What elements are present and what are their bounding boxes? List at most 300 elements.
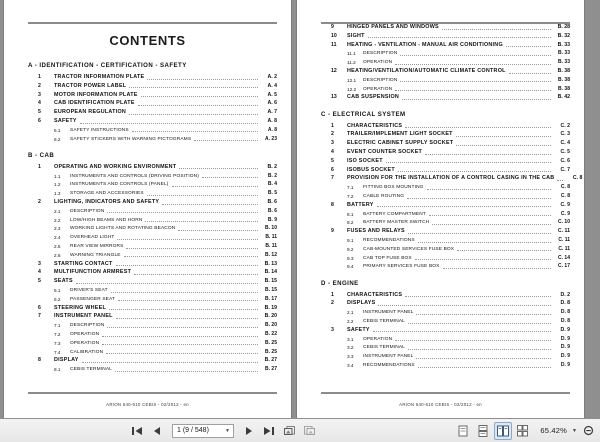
- toc-entry[interactable]: [321, 77, 570, 84]
- toc-entry[interactable]: [28, 118, 277, 125]
- toc-section-heading: B - CAB: [28, 151, 55, 159]
- toc-entry-page: C. 2: [560, 122, 570, 129]
- toc-leader-dots: [102, 333, 258, 337]
- toc-entry[interactable]: [321, 292, 570, 299]
- toc-entry-title: OPERATION: [70, 340, 100, 346]
- toc-leader-dots: [162, 201, 258, 205]
- toc-entry-page: B. 25: [265, 339, 277, 346]
- toc-entry-number: 6: [38, 304, 41, 311]
- toc-entry-title: ISOBUS SOCKET: [347, 166, 395, 173]
- chevron-down-icon-zoom[interactable]: ▼: [572, 427, 577, 434]
- toc-entry-page: C. 11: [558, 245, 570, 252]
- toc-entry[interactable]: [321, 175, 583, 182]
- toc-leader-dots: [111, 289, 258, 293]
- toc-entry-title: MOTOR INFORMATION PLATE: [54, 91, 138, 98]
- toc-entry[interactable]: [28, 340, 277, 347]
- toc-entry-number: 2: [331, 131, 334, 138]
- toc-entry-page: D. 9: [560, 361, 570, 368]
- toc-entry-title: CHARACTERISTICS: [347, 122, 403, 129]
- toc-leader-dots: [398, 168, 551, 172]
- toc-entry-page: B. 11: [265, 234, 277, 241]
- toc-leader-dots: [106, 350, 258, 354]
- toc-section-heading: C - ELECTRICAL SYSTEM: [321, 110, 406, 118]
- toc-entry[interactable]: [28, 74, 277, 81]
- toc-leader-dots: [116, 262, 258, 266]
- toc-leader-dots: [432, 221, 551, 225]
- toc-entry-title: EUROPEAN REGULATION: [54, 109, 127, 116]
- toc-leader-dots: [115, 368, 258, 372]
- toc-leader-dots: [82, 359, 258, 363]
- toc-entry-title: CEBIS TERMINAL: [363, 318, 405, 324]
- toc-entry-number: 5: [38, 278, 41, 285]
- toc-entry[interactable]: [321, 149, 570, 156]
- toc-entry-number: 10: [331, 32, 337, 39]
- toc-entry-title: OPERATION: [363, 60, 393, 66]
- continuous-scroll-view-button[interactable]: [474, 422, 492, 440]
- toc-entry-page: C. 6: [560, 157, 570, 164]
- toc-entry[interactable]: [28, 217, 277, 224]
- toc-entry-number: 12: [331, 67, 337, 74]
- toc-entry-page: A. 23: [265, 135, 277, 142]
- toc-entry[interactable]: [321, 24, 570, 31]
- toc-entry-number: 12.2: [347, 86, 357, 92]
- toc-entry[interactable]: [321, 50, 570, 57]
- toc-entry-number: 1: [38, 74, 41, 80]
- toc-entry-number: 9: [331, 228, 334, 235]
- page-footer-right: ARION 640-610 CEBIS - 02/2012 - en: [399, 402, 482, 407]
- toc-entry-title: CAB TOP FUSE BOX: [363, 255, 412, 261]
- toc-entry[interactable]: [321, 336, 570, 343]
- toc-entry-number: 4: [38, 100, 41, 107]
- toc-entry[interactable]: [28, 287, 277, 294]
- toc-leader-dots: [456, 133, 551, 137]
- toc-entry[interactable]: [321, 327, 570, 334]
- toc-entry-number: 5.2: [54, 296, 61, 302]
- toc-entry[interactable]: [28, 164, 277, 171]
- toc-entry-page: D. 8: [560, 300, 570, 307]
- toc-entry-page: B. 38: [558, 85, 570, 92]
- two-page-scroll-view-button[interactable]: [514, 422, 532, 440]
- toc-entry-page: B. 19: [264, 304, 277, 311]
- toc-leader-dots: [506, 43, 551, 47]
- zoom-out-button[interactable]: [580, 422, 598, 440]
- toc-leader-dots: [408, 230, 551, 234]
- header-rule-left: [28, 22, 277, 24]
- toc-leader-dots: [405, 293, 551, 297]
- toc-entry[interactable]: [321, 68, 570, 75]
- toc-entry[interactable]: [28, 261, 277, 268]
- toc-entry-number: 7.1: [347, 185, 354, 191]
- toc-entry-title: INSTRUMENTS AND CONTROLS (PANEL): [70, 182, 169, 188]
- toc-entry[interactable]: [321, 140, 570, 147]
- toc-entry[interactable]: [28, 83, 277, 90]
- toc-entry-title: DESCRIPTION: [363, 77, 398, 83]
- toc-entry[interactable]: [321, 318, 570, 325]
- toc-entry-number: 11.1: [347, 51, 356, 57]
- toc-leader-dots: [425, 151, 551, 155]
- toc-leader-dots: [415, 256, 551, 260]
- toc-entry-number: 7: [331, 175, 334, 182]
- toc-leader-dots: [405, 124, 551, 128]
- toc-entry-page: A. 8: [267, 126, 277, 133]
- toc-entry-number: 8.2: [347, 220, 354, 226]
- toc-entry-number: 12.1: [347, 77, 357, 83]
- toc-entry-page: C. 5: [560, 148, 570, 155]
- toc-entry[interactable]: [28, 234, 277, 241]
- toc-entry-number: 8.1: [54, 367, 61, 373]
- toc-entry-number: 2.6: [54, 252, 61, 258]
- toc-leader-dots: [202, 174, 258, 178]
- toc-entry-number: 4: [331, 148, 334, 155]
- toc-entry-page: B. 9: [267, 216, 277, 223]
- toc-entry-number: 3: [331, 326, 334, 333]
- toc-leader-dots: [442, 26, 551, 30]
- toc-entry-title: STARTING CONTACT: [54, 260, 113, 267]
- toc-entry[interactable]: [28, 127, 277, 134]
- toc-entry[interactable]: [321, 59, 570, 66]
- toc-leader-dots: [172, 183, 258, 187]
- toc-entry[interactable]: [28, 100, 277, 107]
- toc-leader-dots: [427, 186, 551, 190]
- toc-leader-dots: [418, 364, 551, 368]
- toc-entry-number: 3.4: [347, 362, 354, 368]
- toc-entry-page: B. 20: [264, 313, 277, 320]
- toc-entry-page: C. 9: [560, 210, 570, 217]
- toc-entry-page: D. 9: [560, 326, 570, 333]
- toc-entry-title: SAFETY: [347, 326, 370, 333]
- toc-entry-page: C. 11: [557, 228, 570, 235]
- toc-entry-number: 7.4: [54, 349, 61, 355]
- toc-entry-title: CAB-MOUNTED SERVICES FUSE BOX: [363, 246, 455, 252]
- toc-entry-number: 6: [38, 117, 41, 124]
- toc-leader-dots: [138, 102, 258, 106]
- toc-entry[interactable]: [28, 357, 277, 364]
- footer-rule-left: [28, 392, 277, 394]
- toc-entry-number: 13: [331, 94, 337, 101]
- toc-section-heading: A - IDENTIFICATION - CERTIFICATION - SAFETY: [28, 62, 187, 69]
- toc-leader-dots: [134, 271, 258, 275]
- toc-entry-title: INSTRUMENT PANEL: [363, 310, 414, 316]
- toc-entry-title: CEBIS TERMINAL: [70, 367, 112, 373]
- toc-entry-page: C. 17: [558, 263, 570, 270]
- toc-leader-dots: [443, 265, 551, 269]
- toc-entry-page: B. 38: [557, 67, 570, 74]
- toc-entry[interactable]: [321, 362, 570, 369]
- toc-entry-page: B. 13: [264, 260, 277, 267]
- toc-entry-title: WORKING LIGHTS AND ROTATING BEACON: [70, 226, 176, 232]
- toc-entry-title: SAFETY INSTRUCTIONS: [70, 127, 129, 133]
- toc-entry-page: C. 8: [560, 184, 570, 191]
- toc-leader-dots: [557, 177, 563, 181]
- toc-entry[interactable]: [321, 202, 570, 209]
- toc-leader-dots: [395, 337, 551, 341]
- toc-leader-dots: [129, 84, 258, 88]
- toc-entry-title: BATTERY: [347, 201, 374, 208]
- toc-leader-dots: [194, 137, 258, 141]
- toc-entry-number: 7.2: [54, 331, 61, 337]
- toc-entry[interactable]: [321, 255, 570, 262]
- toc-entry[interactable]: [28, 349, 277, 356]
- toc-entry[interactable]: [321, 228, 570, 235]
- toc-entry[interactable]: [321, 300, 570, 307]
- footer-rule-right: [321, 392, 570, 394]
- toc-entry-number: 2.3: [54, 226, 61, 232]
- toc-entry-title: STORAGE AND ACCESSORIES: [70, 191, 144, 197]
- toc-entry[interactable]: [28, 199, 277, 206]
- toc-entry-title: STEERING WHEEL: [54, 304, 107, 311]
- toc-leader-dots: [416, 355, 551, 359]
- toc-entry-title: OPERATION: [70, 331, 100, 337]
- toc-entry[interactable]: [28, 181, 277, 188]
- page-footer-left: ARION 640-610 CEBIS - 02/2012 - en: [106, 402, 189, 407]
- toc-entry-number: 1: [331, 291, 334, 298]
- toc-entry-number: 5.1: [54, 287, 61, 293]
- toc-entry-number: 3.3: [347, 354, 354, 360]
- toc-entry-title: PASSENGER SEAT: [70, 296, 116, 302]
- toc-entry-title: DESCRIPTION: [70, 208, 105, 214]
- toc-entry[interactable]: [28, 190, 277, 197]
- toc-entry-page: C. 4: [560, 140, 570, 147]
- toc-entry-number: 2: [38, 198, 41, 205]
- toc-leader-dots: [368, 34, 551, 38]
- toc-entry-number: 5: [38, 109, 41, 116]
- toc-entry-page: B. 14: [264, 269, 277, 276]
- toc-leader-dots: [418, 239, 551, 243]
- toc-entry-number: 3: [38, 91, 41, 98]
- toc-entry-page: B. 6: [267, 207, 277, 214]
- toc-entry[interactable]: [28, 313, 277, 320]
- toc-entry-page: B. 33: [557, 41, 570, 48]
- toc-entry[interactable]: [28, 136, 277, 143]
- toc-entry[interactable]: [28, 366, 277, 373]
- toc-entry[interactable]: [321, 193, 570, 200]
- toc-entry-title: CHARACTERISTICS: [347, 291, 403, 298]
- toc-entry-number: 7.3: [54, 340, 61, 346]
- toc-entry-title: SEATS: [54, 278, 73, 285]
- toc-leader-dots: [408, 320, 551, 324]
- two-page-view-button[interactable]: [494, 422, 512, 440]
- toc-entry-page: D. 9: [560, 335, 570, 342]
- next-view-button[interactable]: [300, 422, 318, 440]
- toc-entry[interactable]: [321, 219, 570, 226]
- toc-entry[interactable]: [28, 208, 277, 215]
- toc-entry-number: 3: [331, 140, 334, 147]
- toc-entry-page: C. 8: [560, 192, 570, 199]
- toc-entry[interactable]: [321, 94, 570, 101]
- toc-entry[interactable]: [321, 353, 570, 360]
- toc-entry[interactable]: [321, 42, 570, 49]
- toc-leader-dots: [141, 93, 258, 97]
- toc-entry[interactable]: [321, 263, 570, 270]
- toc-entry-page: B. 17: [265, 295, 277, 302]
- toc-entry-number: 11.2: [347, 60, 356, 66]
- toc-entry-page: B. 2: [267, 172, 277, 179]
- toc-entry-title: RECOMMENDATIONS: [363, 237, 415, 243]
- toc-entry-number: 2.5: [54, 243, 61, 249]
- toc-entry[interactable]: [321, 246, 570, 253]
- toc-entry[interactable]: [321, 309, 570, 316]
- toc-entry-number: 1: [331, 122, 334, 129]
- document-page-right[interactable]: [297, 0, 584, 418]
- toc-entry[interactable]: [28, 225, 277, 232]
- single-page-view-button[interactable]: [454, 422, 472, 440]
- toc-leader-dots: [109, 306, 258, 310]
- toc-entry-number: 2: [38, 82, 41, 89]
- toc-entry[interactable]: [321, 344, 570, 351]
- toc-leader-dots: [456, 142, 551, 146]
- toc-entry[interactable]: [28, 269, 277, 276]
- toc-entry-title: HEATING - VENTILATION - MANUAL AIR CONDITIONING: [347, 41, 503, 48]
- toc-entry-page: A. 5: [267, 91, 277, 98]
- toc-entry-title: PRIMARY SERVICES FUSE BOX: [363, 264, 440, 270]
- toc-entry-number: 1.3: [54, 191, 61, 197]
- toc-entry-title: HEATING/VENTILATION/AUTOMATIC CLIMATE CONTROL: [347, 67, 506, 74]
- toc-entry-number: 2.4: [54, 235, 61, 241]
- toc-entry[interactable]: [321, 158, 570, 165]
- toc-entry-page: B. 27: [264, 357, 277, 364]
- toc-entry[interactable]: [321, 167, 570, 174]
- toc-leader-dots: [129, 111, 258, 115]
- page-number-input[interactable]: [172, 424, 234, 438]
- toc-entry-page: D. 2: [560, 291, 570, 298]
- toc-entry-page: B. 15: [265, 286, 277, 293]
- toc-leader-dots: [377, 203, 551, 207]
- chevron-down-icon[interactable]: ▼: [225, 427, 230, 434]
- toc-entry[interactable]: [28, 331, 277, 338]
- toc-entry-page: A. 7: [267, 109, 277, 116]
- toc-entry-title: SAFETY STICKERS WITH WARNING PICTOGRAMS: [70, 136, 192, 142]
- toc-entry-title: OPERATION: [363, 86, 393, 92]
- toc-entry-number: 6: [331, 166, 334, 173]
- toc-entry-number: 8: [331, 201, 334, 208]
- toc-leader-dots: [76, 280, 258, 284]
- toc-entry-title: OPERATION: [363, 336, 393, 342]
- toc-entry[interactable]: [321, 86, 570, 93]
- toc-entry-title: LOW/HIGH BEAMS AND HORN: [70, 217, 143, 223]
- toc-entry-number: 6.2: [54, 136, 61, 142]
- toc-entry-title: CAB IDENTIFICATION PLATE: [54, 100, 135, 107]
- page-title: CONTENTS: [109, 33, 186, 48]
- toc-entry-title: DESCRIPTION: [363, 51, 398, 57]
- toc-entry[interactable]: [28, 252, 277, 259]
- toc-entry-title: DRIVER'S SEAT: [70, 287, 108, 293]
- toc-entry[interactable]: [321, 237, 570, 244]
- toc-entry-title: FITTING BOX MOUNTING: [363, 185, 424, 191]
- document-page-left[interactable]: [4, 0, 291, 418]
- toc-entry-number: 2.1: [54, 208, 61, 214]
- toc-entry-title: OPERATING AND WORKING ENVIRONMENT: [54, 163, 177, 170]
- toc-entry-title: CEBIS TERMINAL: [363, 345, 405, 351]
- toc-entry-page: C. 7: [560, 166, 570, 173]
- toc-leader-dots: [118, 297, 258, 301]
- viewer-toolbar: [0, 418, 600, 442]
- toc-leader-dots: [400, 52, 551, 56]
- toc-entry-number: 1.2: [54, 182, 61, 188]
- toc-leader-dots: [457, 247, 551, 251]
- toc-entry[interactable]: [28, 296, 277, 303]
- toc-entry-page: B. 42: [557, 94, 570, 101]
- toc-entry[interactable]: [28, 278, 277, 285]
- zoom-level-value: 65.42%: [540, 426, 568, 435]
- toc-entry-title: TRACTOR INFORMATION PLATE: [54, 74, 145, 80]
- toc-entry-page: B. 38: [558, 76, 570, 83]
- toc-entry[interactable]: [28, 173, 277, 180]
- toc-leader-dots: [124, 253, 258, 257]
- toc-entry-title: REAR VIEW MIRRORS: [70, 243, 124, 249]
- toc-entry[interactable]: [321, 33, 570, 40]
- toc-entry-number: 2.2: [347, 318, 354, 324]
- toc-entry-page: B. 11: [265, 242, 277, 249]
- toc-section-heading: D - ENGINE: [321, 279, 359, 287]
- toc-entry-number: 7: [38, 313, 41, 320]
- toc-entry-page: B. 32: [557, 32, 570, 39]
- toc-entry[interactable]: [28, 243, 277, 250]
- toc-leader-dots: [378, 302, 551, 306]
- first-page-button[interactable]: [128, 422, 146, 440]
- toc-right: [321, 24, 583, 371]
- toc-entry-number: 3: [38, 260, 41, 267]
- toc-entry[interactable]: [321, 123, 570, 130]
- toc-entry-page: D. 9: [560, 344, 570, 351]
- toc-entry-title: CALIBRATION: [70, 349, 104, 355]
- toc-entry-page: C. 10: [558, 219, 570, 226]
- toc-leader-dots: [147, 192, 258, 196]
- toc-entry[interactable]: [321, 184, 570, 191]
- toc-entry-number: 1.1: [54, 173, 61, 179]
- toc-entry-page: A. 6: [267, 100, 277, 107]
- toc-entry[interactable]: [321, 131, 570, 138]
- toc-leader-dots: [145, 218, 258, 222]
- toc-entry-page: A. 4: [267, 82, 277, 89]
- toc-entry[interactable]: [28, 305, 277, 312]
- toc-entry-number: 2: [331, 300, 334, 307]
- toc-leader-dots: [117, 236, 258, 240]
- toc-entry-title: BATTERY MASTER SWITCH: [363, 220, 430, 226]
- toc-entry-number: 11: [331, 41, 337, 48]
- toc-entry-number: 8.1: [347, 211, 354, 217]
- toc-entry-number: 9.1: [347, 237, 354, 243]
- toc-entry[interactable]: [28, 322, 277, 329]
- toc-entry-page: B. 28: [557, 24, 570, 30]
- toc-entry-title: WARNING TRIANGLE: [70, 252, 121, 258]
- toc-entry[interactable]: [321, 211, 570, 218]
- toc-entry-title: CAB SUSPENSION: [347, 94, 400, 101]
- toc-entry[interactable]: [28, 92, 277, 99]
- toc-entry-page: B. 33: [558, 50, 570, 57]
- toc-entry[interactable]: [28, 109, 277, 116]
- toc-entry-title: TRACTOR POWER LABEL: [54, 82, 127, 89]
- toc-entry-title: PROVISION FOR THE INSTALLATION OF A CONTROL CASING IN THE CAB: [347, 175, 555, 182]
- toc-leader-dots: [116, 315, 258, 319]
- previous-page-button[interactable]: [148, 422, 166, 440]
- last-page-button[interactable]: [260, 422, 278, 440]
- next-page-button[interactable]: [240, 422, 258, 440]
- toc-entry-number: 9.4: [347, 264, 354, 270]
- toc-entry-page: B. 27: [265, 366, 277, 373]
- toc-entry-page: A. 2: [267, 74, 277, 80]
- toc-entry-number: 4: [38, 269, 41, 276]
- toc-leader-dots: [509, 70, 551, 74]
- toc-entry-number: 8: [38, 357, 41, 364]
- previous-view-button[interactable]: [280, 422, 298, 440]
- toc-entry-title: TRAILER/IMPLEMENT LIGHT SOCKET: [347, 131, 453, 138]
- toc-leader-dots: [80, 120, 258, 124]
- toc-entry-page: B. 15: [264, 278, 277, 285]
- toc-entry-page: B. 10: [265, 225, 277, 232]
- toc-entry-page: A. 8: [267, 117, 277, 124]
- toc-entry-title: FUSES AND RELAYS: [347, 228, 405, 235]
- toc-entry-page: B. 5: [267, 190, 277, 197]
